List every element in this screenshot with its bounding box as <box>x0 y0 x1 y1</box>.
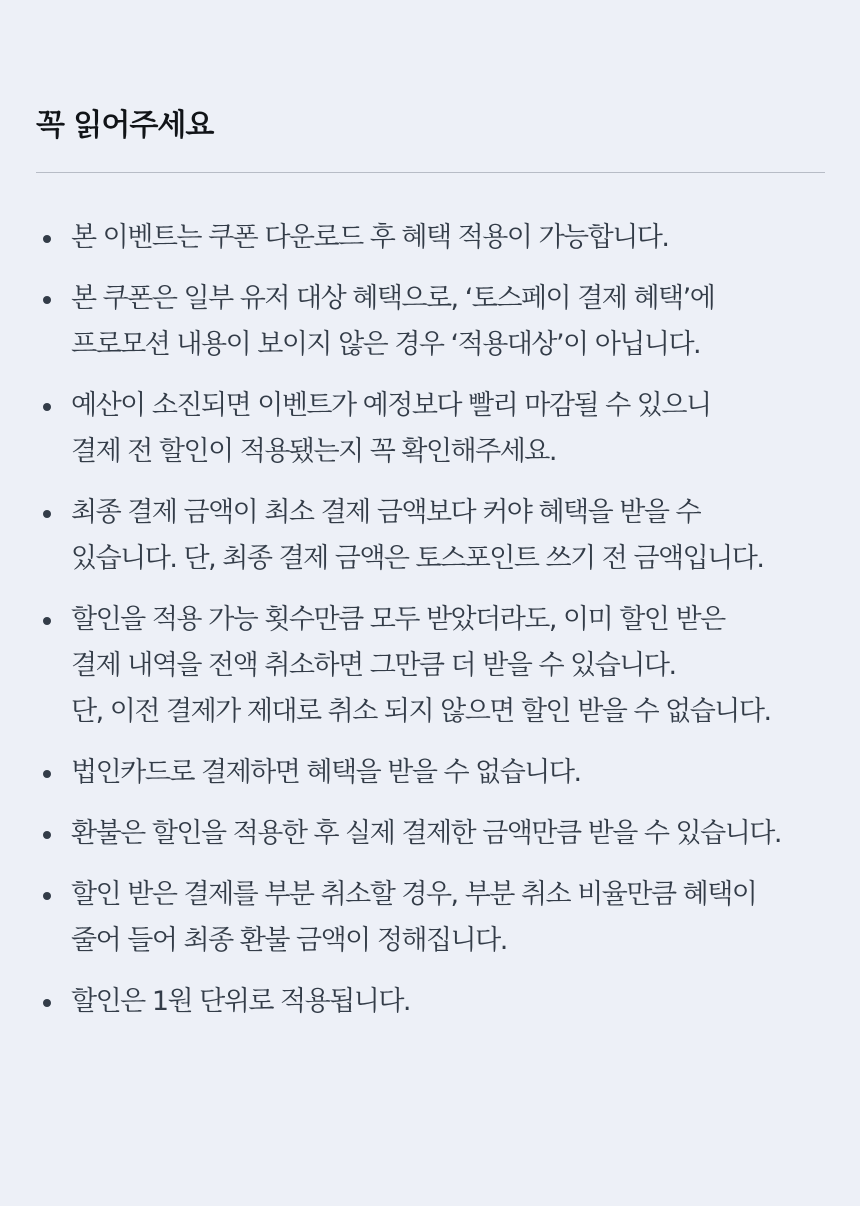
notice-item <box>36 811 825 857</box>
bullet-icon <box>43 892 51 900</box>
bullet-icon <box>43 510 51 518</box>
notice-item-text: 할인을 적용 가능 횟수만큼 모두 받았더라도, 이미 할인 받은 <box>71 604 725 635</box>
bullet-icon <box>43 403 51 411</box>
notice-item-text: 예산이 소진되면 이벤트가 예정보다 빨리 마감될 수 있으니 <box>71 390 711 421</box>
notice-item <box>36 979 825 1025</box>
notice-section <box>36 104 825 1040</box>
notice-item-text: 있습니다. 단, 최종 결제 금액은 토스포인트 쓰기 전 금액입니다. <box>71 543 764 574</box>
notice-item-text: 환불은 할인을 적용한 후 실제 결제한 금액만큼 받을 수 있습니다. <box>71 818 781 849</box>
notice-title: 꼭 읽어주세요 <box>36 108 214 143</box>
notice-item-text: 법인카드로 결제하면 혜택을 받을 수 없습니다. <box>71 757 581 788</box>
notice-item-text: 결제 내역을 전액 취소하면 그만큼 더 받을 수 있습니다. <box>71 650 676 681</box>
bullet-icon <box>43 617 51 625</box>
notice-item-text: 최종 결제 금액이 최소 결제 금액보다 커야 혜택을 받을 수 <box>71 497 701 528</box>
bullet-icon <box>43 999 51 1007</box>
notice-item-text: 할인은 1원 단위로 적용됩니다. <box>71 986 410 1017</box>
notice-item-text: 프로모션 내용이 보이지 않은 경우 ‘적용대상’이 아닙니다. <box>71 329 701 360</box>
notice-item <box>36 383 825 475</box>
notice-item <box>36 750 825 796</box>
notice-list <box>36 215 825 1025</box>
notice-item <box>36 215 825 261</box>
divider <box>36 172 825 173</box>
notice-item <box>36 490 825 582</box>
notice-item <box>36 597 825 735</box>
bullet-icon <box>43 770 51 778</box>
notice-item-text: 할인 받은 결제를 부분 취소할 경우, 부분 취소 비율만큼 혜택이 <box>71 879 757 910</box>
notice-item-text: 본 쿠폰은 일부 유저 대상 혜택으로, ‘토스페이 결제 혜택’에 <box>71 283 715 314</box>
notice-item <box>36 872 825 964</box>
notice-item-text: 줄어 들어 최종 환불 금액이 정해집니다. <box>71 925 507 956</box>
notice-item <box>36 276 825 368</box>
bullet-icon <box>43 235 51 243</box>
notice-item-text: 결제 전 할인이 적용됐는지 꼭 확인해주세요. <box>71 436 556 467</box>
bullet-icon <box>43 296 51 304</box>
notice-item-text: 본 이벤트는 쿠폰 다운로드 후 혜택 적용이 가능합니다. <box>71 222 669 253</box>
notice-item-text: 단, 이전 결제가 제대로 취소 되지 않으면 할인 받을 수 없습니다. <box>71 696 771 727</box>
bullet-icon <box>43 831 51 839</box>
